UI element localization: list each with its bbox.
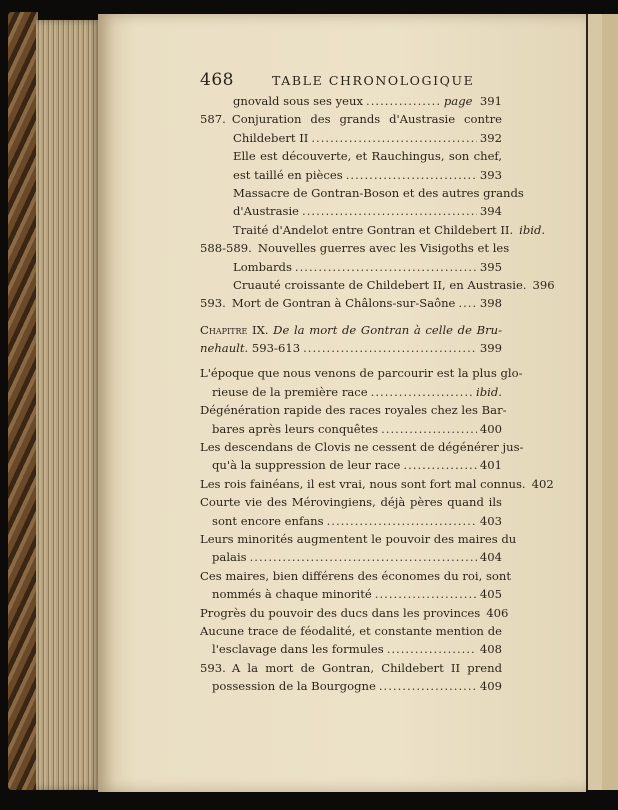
page-ref: ibid. xyxy=(476,384,502,399)
entry-text: l'esclavage dans les formules xyxy=(212,642,384,657)
page-ref: ibid. xyxy=(519,222,546,237)
chapter-label: Chapitre IX. xyxy=(200,322,269,337)
entry-text: qu'à la suppression de leur race xyxy=(212,458,401,473)
page-ref: 409 xyxy=(479,679,502,694)
entry-text: Dégénération rapide des races royales chez les Bar- xyxy=(200,403,507,418)
page-ref: 396 xyxy=(532,277,555,292)
dot-leader xyxy=(303,339,477,357)
page-ref: 401 xyxy=(479,458,502,473)
list-item xyxy=(200,92,502,110)
left-page-stack xyxy=(36,20,102,790)
page-ref: 394 xyxy=(479,204,502,219)
right-page-stack xyxy=(582,14,618,790)
entry-text: d'Austrasie xyxy=(233,204,300,219)
dot-leader xyxy=(379,677,477,695)
list-item xyxy=(200,147,502,184)
page-ref: 398 xyxy=(479,296,502,311)
entry-text: palais xyxy=(212,550,247,565)
list-item xyxy=(200,294,502,312)
table-of-contents xyxy=(200,92,555,696)
page-ref: 393 xyxy=(479,167,502,182)
entry-text: L'époque que nous venons de parcourir est la plus glo- xyxy=(200,366,523,381)
dot-leader xyxy=(458,294,476,312)
entry-year: 587. xyxy=(200,112,226,127)
entry-text: Massacre de Gontran-Boson et des autres grands xyxy=(233,185,524,200)
page-ref: 408 xyxy=(479,642,502,657)
entry-text: Elle est découverte, et Rauchingus, son chef, xyxy=(233,149,502,164)
list-item xyxy=(200,475,554,493)
list-item xyxy=(200,622,502,659)
entry-year: 593. xyxy=(200,660,226,675)
entry-text: Courte vie des Mérovingiens, déjà pères quand ils xyxy=(200,495,502,510)
list-item xyxy=(200,493,502,530)
dot-leader xyxy=(371,383,473,401)
page-ref: 405 xyxy=(479,587,502,602)
list-item xyxy=(200,364,523,401)
dot-leader xyxy=(327,512,477,530)
chapter-range: 593-613 xyxy=(251,341,301,356)
entry-text: Aucune trace de féodalité, et constante mention de xyxy=(200,623,502,638)
list-item xyxy=(200,567,511,604)
dot-leader xyxy=(250,548,477,566)
entry-text: Ces maires, bien différens des économes du roi, sont xyxy=(200,568,511,583)
dot-leader xyxy=(346,166,477,184)
entry-text: gnovald sous ses yeux xyxy=(233,94,364,108)
entry-text: Mort de Gontran à Châlons-sur-Saône xyxy=(231,296,456,311)
list-item xyxy=(200,184,524,221)
page-ref: 400 xyxy=(479,421,502,436)
entry-text: Progrès du pouvoir des ducs dans les provinces xyxy=(200,605,481,620)
entry-text: Childebert II xyxy=(233,130,309,145)
entry-text: Traité d'Andelot entre Gontran et Childebert II. xyxy=(233,222,514,237)
entry-text: sont encore enfans xyxy=(212,513,324,528)
list-item xyxy=(200,438,524,475)
list-item xyxy=(200,659,502,696)
dot-leader xyxy=(403,456,476,474)
page-label: page xyxy=(443,94,473,108)
chapter-title: nehault. xyxy=(200,341,249,356)
chapter-heading xyxy=(200,321,502,358)
dot-leader xyxy=(381,420,477,438)
list-item xyxy=(200,401,507,438)
list-item xyxy=(200,604,509,622)
dot-leader xyxy=(375,585,477,603)
entry-text: est taillé en pièces xyxy=(233,167,343,182)
entry-text: Lombards xyxy=(233,259,292,274)
entry-text: Les descendans de Clovis ne cessent de dégénérer jus- xyxy=(200,440,524,455)
page-ref: 391 xyxy=(479,94,502,108)
page-title: TABLE CHRONOLOGIQUE xyxy=(272,73,475,88)
page-ref: 404 xyxy=(479,550,502,565)
entry-year: 593. xyxy=(200,296,226,311)
list-item xyxy=(200,221,546,239)
entry-text: possession de la Bourgogne xyxy=(212,679,376,694)
page-ref: 403 xyxy=(479,513,502,528)
list-item xyxy=(200,530,517,567)
dot-leader xyxy=(302,202,477,220)
chapter-title: De la mort de Gontran à celle de Bru- xyxy=(273,322,503,337)
dot-leader xyxy=(295,258,477,276)
page-ref: 402 xyxy=(531,476,554,491)
page-ref: 406 xyxy=(486,605,509,620)
dot-leader xyxy=(387,640,477,658)
entry-text: bares après leurs conquêtes xyxy=(212,421,379,436)
marbled-book-edge xyxy=(8,12,38,790)
entry-text: nommés à chaque minorité xyxy=(212,587,372,602)
dot-leader xyxy=(311,129,476,147)
entry-text: Leurs minorités augmentent le pouvoir des maires du xyxy=(200,531,517,546)
page-ref: 392 xyxy=(479,130,502,145)
list-item xyxy=(200,110,502,147)
list-item xyxy=(200,276,555,294)
dot-leader xyxy=(366,92,441,110)
list-item xyxy=(200,239,510,276)
entry-text: rieuse de la première race xyxy=(212,384,368,399)
running-head xyxy=(200,70,500,94)
page-number: 468 xyxy=(200,70,234,90)
entry-year: 588-589. xyxy=(200,241,252,256)
entry-text: A la mort de Gontran, Childebert II prend xyxy=(231,660,502,675)
page-ref: 399 xyxy=(479,341,502,356)
entry-text: Cruauté croissante de Childebert II, en Austrasie. xyxy=(233,277,527,292)
page-ref: 395 xyxy=(479,259,502,274)
entry-text: Nouvelles guerres avec les Visigoths et les xyxy=(257,241,510,256)
entry-text: Conjuration des grands d'Austrasie contre xyxy=(231,112,502,127)
entry-text: Les rois fainéans, il est vrai, nous sont fort mal connus. xyxy=(200,476,526,491)
